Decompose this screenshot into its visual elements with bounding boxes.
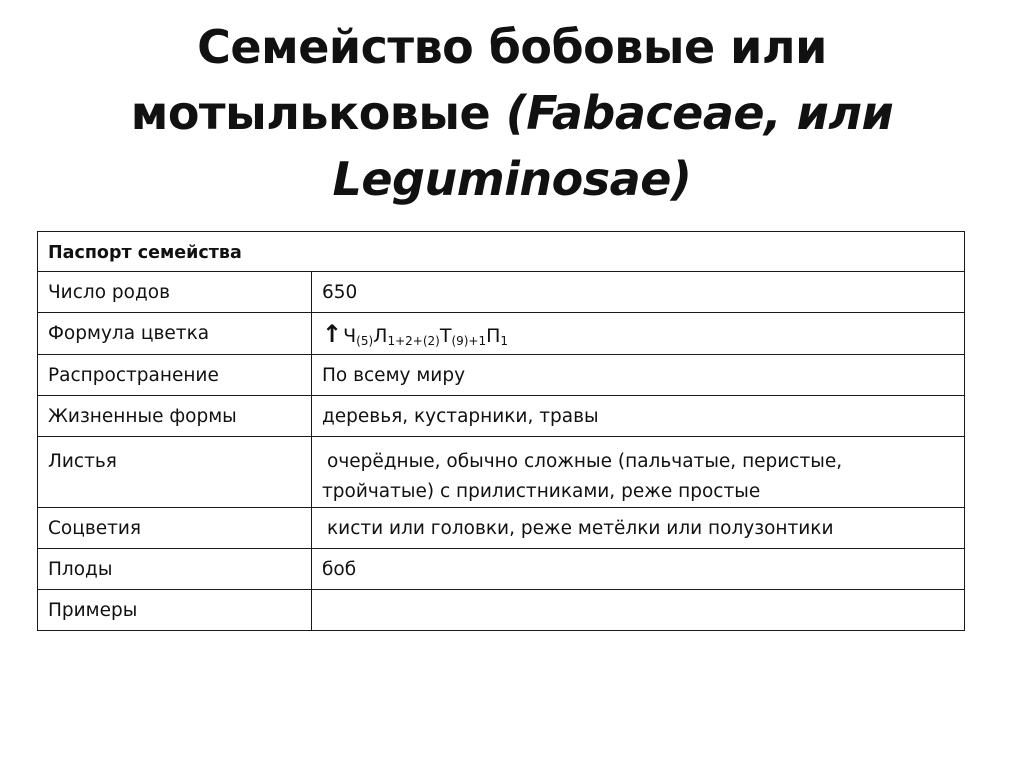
leaves-line-1: очерёдные, обычно сложные (пальчатые, перистые, [327,451,843,472]
row-label: Распространение [38,355,312,396]
table-row [38,508,965,549]
row-label: Примеры [38,590,312,631]
row-value: деревья, кустарники, травы [312,396,965,437]
table-row [38,590,965,631]
formula-stamens-count: (9)+1 [451,334,487,348]
formula-corolla: Л [373,325,388,347]
table-row [38,437,965,508]
title-line-2-main: мотыльковые [130,86,506,140]
flower-formula-cell [312,313,965,355]
row-label: Число родов [38,272,312,313]
row-value-empty [312,590,965,631]
table-header-cell: Паспорт семейства [38,232,965,272]
row-value [312,508,965,549]
formula-stamens: Т [439,325,452,347]
table-row [38,549,965,590]
row-label: Плоды [38,549,312,590]
row-value: 650 [312,272,965,313]
table-row [38,355,965,396]
formula-calyx: Ч [343,325,357,347]
row-value: По всему миру [312,355,965,396]
slide-title [60,14,964,212]
row-label: Жизненные формы [38,396,312,437]
title-latin-leguminosae: Leguminosae) [332,152,692,206]
family-passport-table [37,231,965,631]
row-value [312,437,965,508]
formula-calyx-count: (5) [356,334,374,348]
formula-pistil: П [486,325,501,347]
title-line-2 [60,80,964,146]
table-row [38,272,965,313]
title-line-1: Семейство бобовые или [197,20,827,74]
inflorescence-value: кисти или головки, реже метёлки или полузонтики [327,518,834,539]
table-header-row [38,232,965,272]
row-value: боб [312,549,965,590]
zygomorphic-arrow-icon: ↑ [322,320,343,348]
row-label: Соцветия [38,508,312,549]
row-label: Формула цветка [38,313,312,355]
table-row [38,396,965,437]
formula-corolla-count: 1+2+(2) [387,334,440,348]
title-latin-fabaceae: (Fabaceae, или [505,86,894,140]
formula-pistil-count: 1 [500,334,509,348]
row-label: Листья [38,437,312,508]
table-row [38,313,965,355]
leaves-line-2: тройчатые) с прилистниками, реже простые [322,481,761,502]
flower-formula [322,320,509,348]
